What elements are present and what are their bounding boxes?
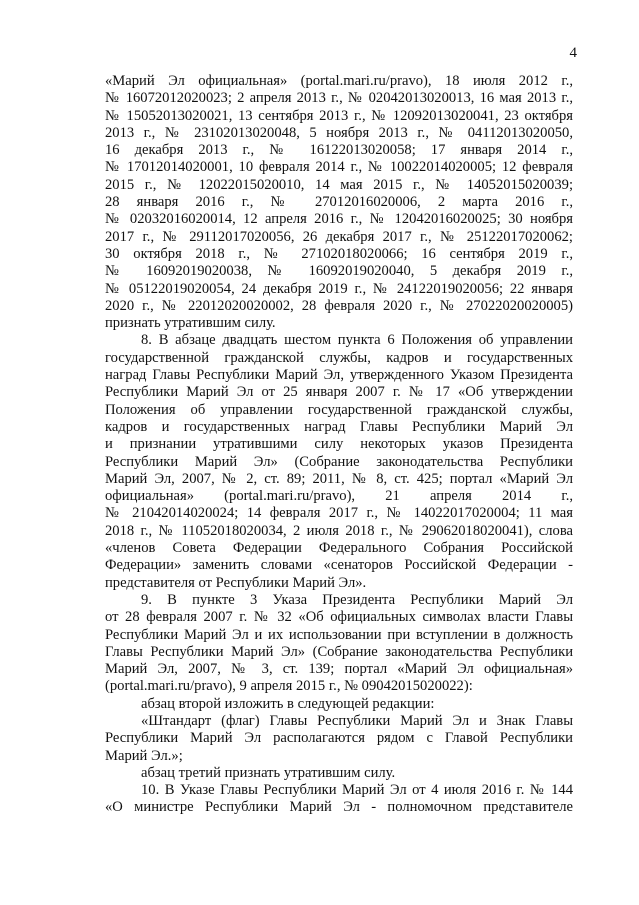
text-line: 8. В абзаце двадцать шестом пункта 6 Положения об управлении	[141, 332, 573, 349]
text-line: Марий Эл, 2007, № 2, ст. 89; 2011, № 8, ст. 425; портал «Марий Эл	[105, 470, 573, 487]
text-line: № 17012014020001, 10 февраля 2014 г., № 10022014020005; 12 февраля	[105, 159, 573, 176]
text-line: официальная» (portal.mari.ru/pravo), 21 апреля 2014 г.,	[105, 488, 573, 505]
text-line: абзац третий признать утратившим силу.	[141, 764, 396, 781]
text-line: «Штандарт (флаг) Главы Республики Марий Эл и Знак Главы	[141, 712, 573, 729]
text-line: наград Главы Республики Марий Эл, утвержденного Указом Президента	[105, 367, 573, 384]
text-line: государственной гражданской службы, кадров и государственных	[105, 349, 573, 366]
text-line: «О министре Республики Марий Эл - полномочном представителе	[105, 799, 573, 816]
text-line: Положения об управлении государственной гражданской службы,	[105, 401, 573, 418]
text-line: Главы Республики Марий Эл» (Собрание законодательства Республики	[105, 643, 573, 660]
text-line: № 05122019020054, 24 декабря 2019 г., № 24122019020056; 22 января	[105, 280, 573, 297]
text-line: «членов Совета Федерации Федерального Собрания Российской	[105, 540, 573, 557]
text-line: № 15052013020021, 13 сентября 2013 г., № 12092013020041, 23 октября	[105, 107, 573, 124]
text-line: кадров и государственных наград Главы Республики Марий Эл	[105, 418, 573, 435]
text-line: 2018 г., № 11052018020034, 2 июля 2018 г., № 29062018020041), слова	[105, 522, 573, 539]
text-line: абзац второй изложить в следующей редакции:	[141, 695, 435, 712]
text-line: 30 октября 2018 г., № 27102018020066; 16 сентября 2019 г.,	[105, 245, 573, 262]
text-line: Марий Эл.»;	[105, 747, 183, 764]
text-line: 9. В пункте 3 Указа Президента Республики Марий Эл	[141, 591, 573, 608]
document-text	[105, 73, 573, 817]
text-line: Республики Марий Эл» (Собрание законодательства Республики	[105, 453, 573, 470]
text-line: Республики Марий Эл располагаются рядом с Главой Республики	[105, 730, 573, 747]
text-line: 10. В Указе Главы Республики Марий Эл от 4 июля 2016 г. № 144	[141, 782, 573, 799]
page-number: 4	[569, 45, 577, 61]
text-line: 2017 г., № 29112017020056, 26 декабря 2017 г., № 25122017020062;	[105, 228, 573, 245]
text-line: «Марий Эл официальная» (portal.mari.ru/pravo), 18 июля 2012 г.,	[105, 73, 573, 89]
text-line: Марий Эл, 2007, № 3, ст. 139; портал «Марий Эл официальная»	[105, 661, 573, 678]
text-line: № 16092019020038, № 16092019020040, 5 декабря 2019 г.,	[105, 263, 573, 280]
text-line: 2020 г., № 22012020020002, 28 февраля 2020 г., № 27022020020005)	[105, 297, 573, 314]
text-line: № 21042014020024; 14 февраля 2017 г., № 14022017020004; 11 мая	[105, 505, 573, 522]
text-line: представителя от Республики Марий Эл».	[105, 574, 367, 591]
text-line: 16 декабря 2013 г., № 16122013020058; 17 января 2014 г.,	[105, 142, 573, 159]
text-line: Республики Марий Эл и их использовании при вступлении в должность	[105, 626, 573, 643]
text-line: и признании утратившими силу некоторых указов Президента	[105, 436, 573, 453]
text-line: (portal.mari.ru/pravo), 9 апреля 2015 г., № 09042015020022):	[105, 678, 473, 695]
text-line: Федерации» заменить словами «сенаторов Российской Федерации -	[105, 557, 573, 574]
text-line: № 02032016020014, 12 апреля 2016 г., № 12042016020025; 30 ноября	[105, 211, 573, 228]
text-line: Республики Марий Эл от 25 января 2007 г. № 17 «Об утверждении	[105, 384, 573, 401]
text-line: от 28 февраля 2007 г. № 32 «Об официальных символах власти Главы	[105, 609, 573, 626]
text-line: № 16072012020023; 2 апреля 2013 г., № 02042013020013, 16 мая 2013 г.,	[105, 90, 573, 107]
text-line: 2015 г., № 12022015020010, 14 мая 2015 г., № 14052015020039;	[105, 176, 573, 193]
text-line: 28 января 2016 г., № 27012016020006, 2 марта 2016 г.,	[105, 194, 573, 211]
text-line: признать утратившим силу.	[105, 315, 276, 332]
text-line: 2013 г., № 23102013020048, 5 ноября 2013 г., № 04112013020050,	[105, 124, 573, 141]
